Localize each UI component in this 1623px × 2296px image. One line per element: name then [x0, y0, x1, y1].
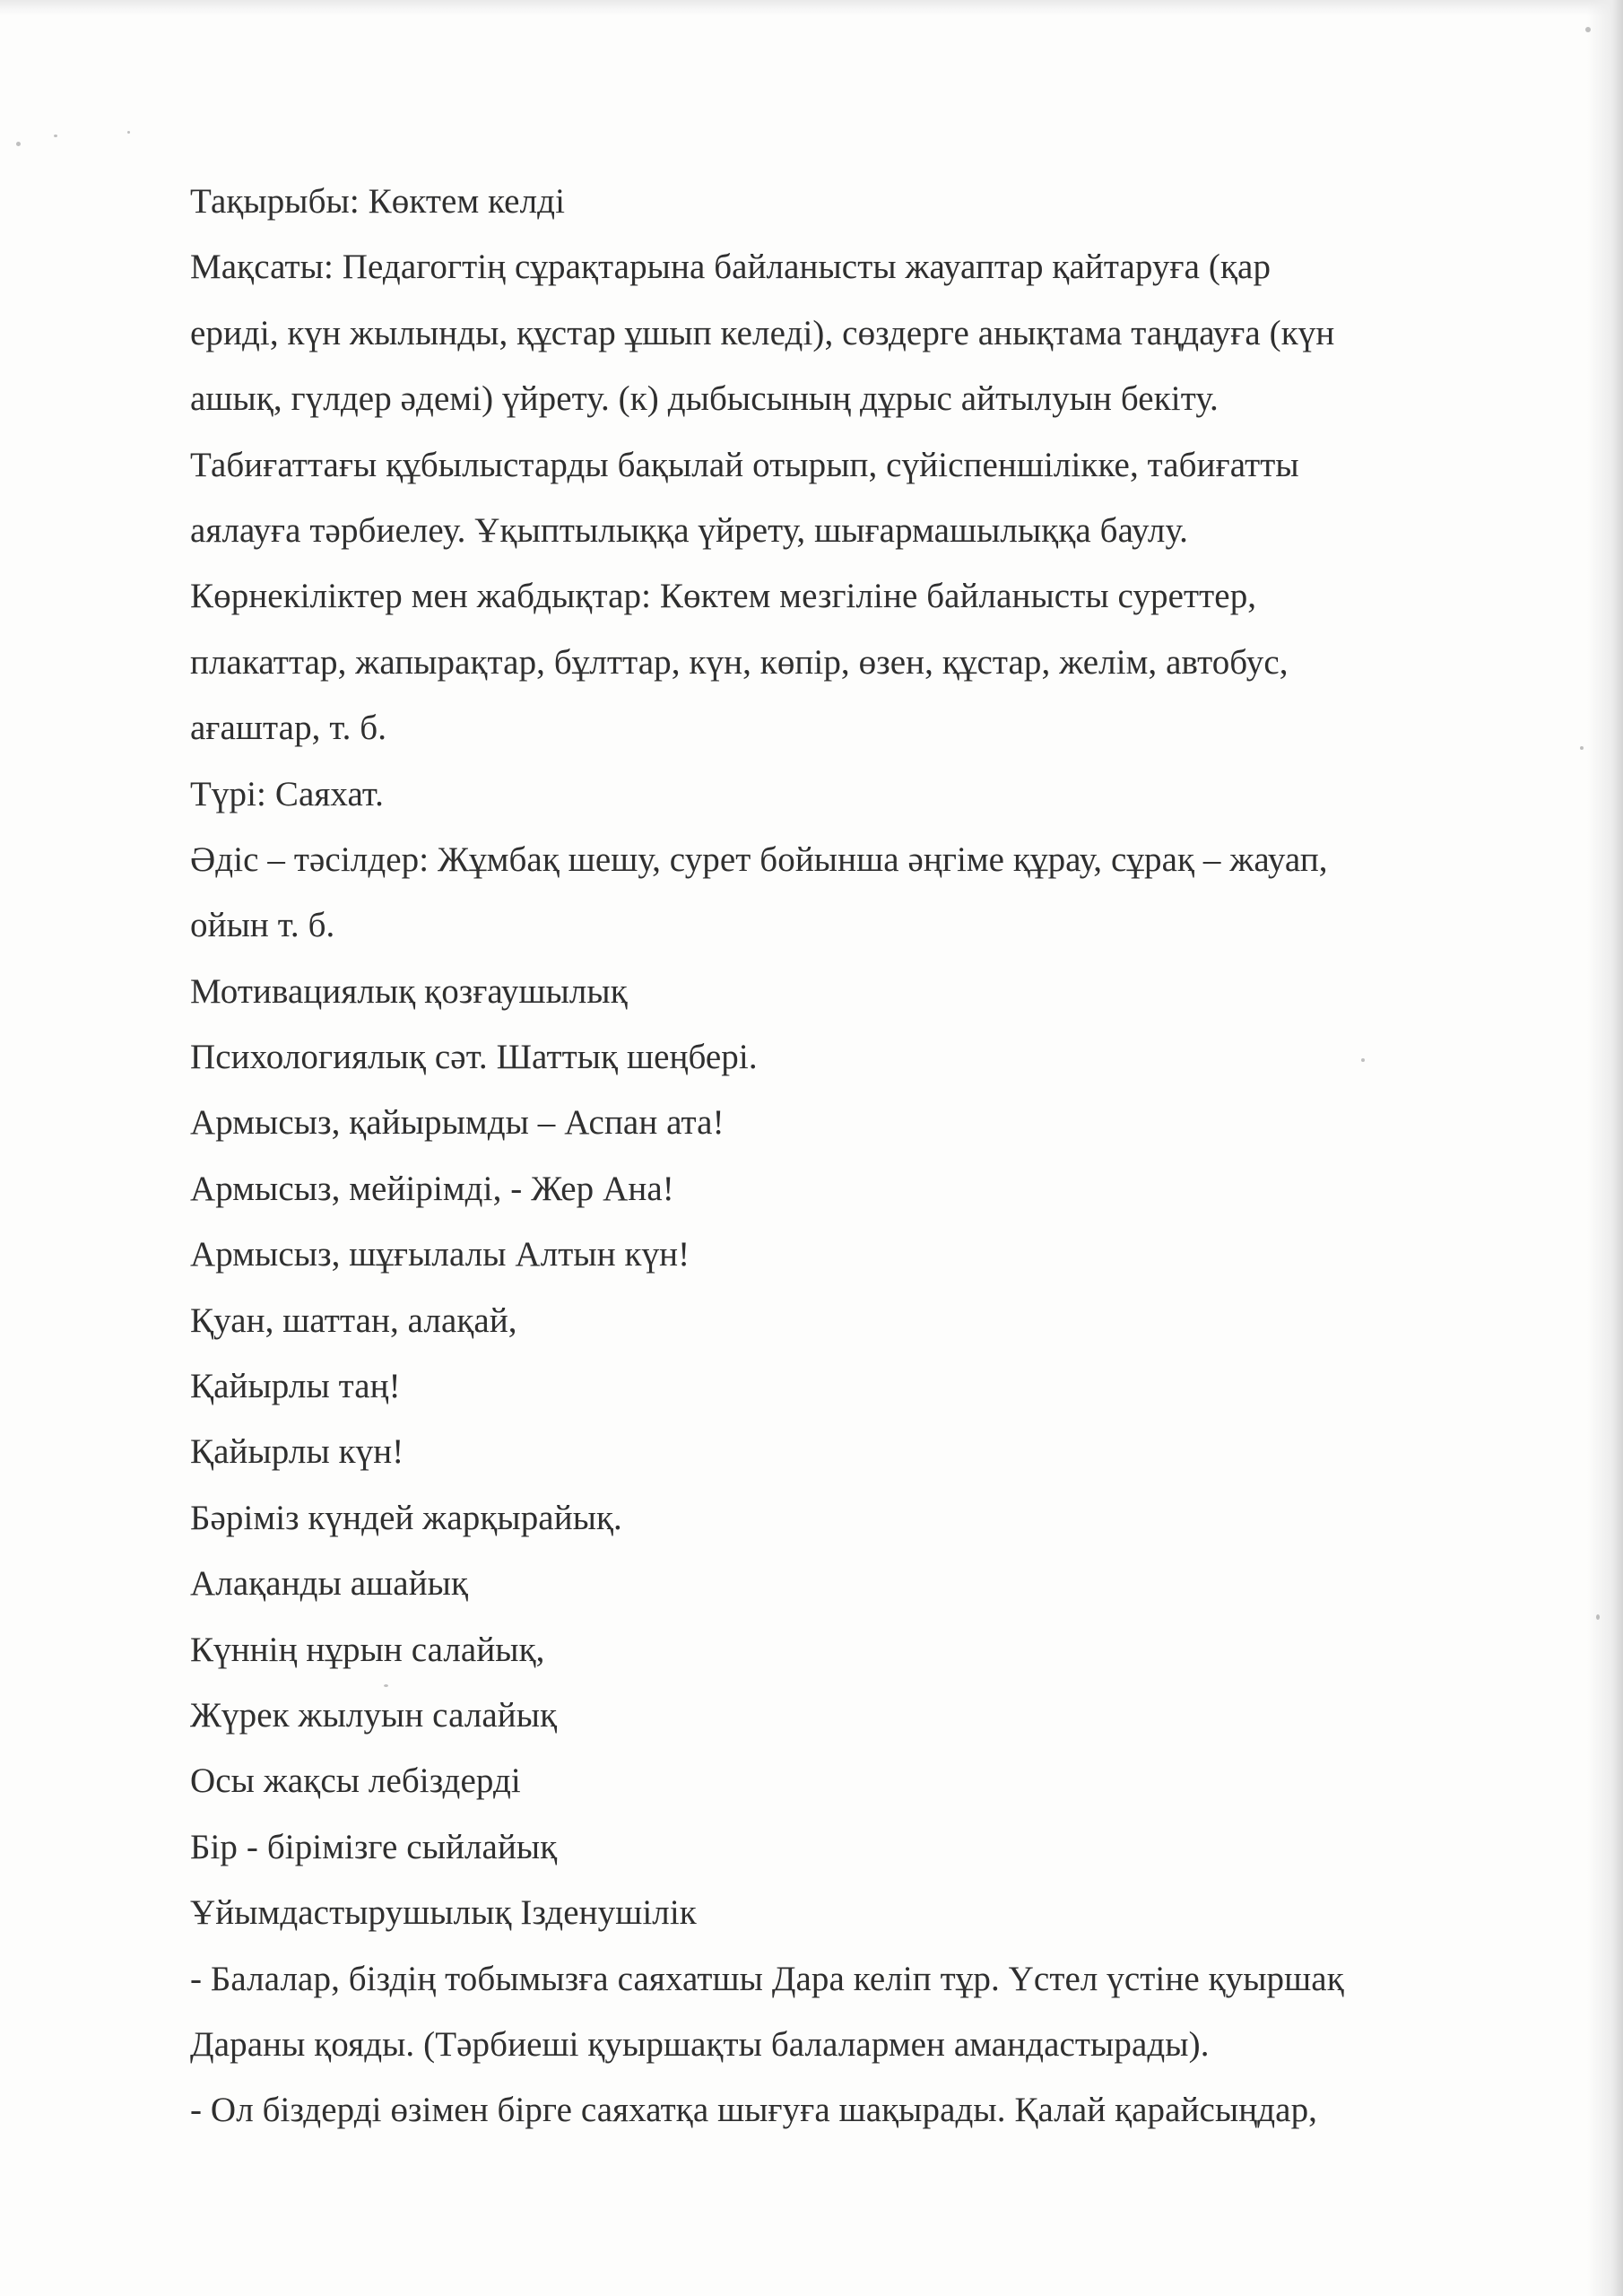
text-line: ериді, күн жылынды, құстар ұшып келеді), сөздерге анықтама таңдауға (күн: [190, 313, 1335, 352]
text-line: ойын т. б.: [190, 906, 335, 945]
text-line: Мотивациялық қозғаушылық: [190, 971, 628, 1011]
text-line: - Ол біздерді өзімен бірге саяхатқа шығуға шақырады. Қалай қарайсыңдар,: [190, 2091, 1318, 2130]
scan-speck: [127, 131, 130, 134]
scan-speck: [54, 135, 57, 137]
text-line: ашық, гүлдер әдемі) үйрету. (к) дыбысының дұрыс айтылуын бекіту.: [190, 379, 1219, 419]
text-line: - Балалар, біздің тобымызға саяхатшы Дара келіп тұр. Үстел үстіне қуыршақ: [190, 1959, 1344, 1998]
text-line: Осы жақсы лебіздерді: [190, 1761, 521, 1801]
scan-speck: [16, 142, 21, 146]
text-line: Армысыз, шұғылалы Алтын күн!: [190, 1235, 690, 1274]
text-line: Психологиялық сәт. Шаттық шеңбері.: [190, 1038, 758, 1077]
text-line: Қуан, шаттан, алақай,: [190, 1300, 517, 1340]
text-line: Қайырлы таң!: [190, 1367, 401, 1406]
text-line: Күннің нұрын салайық,: [190, 1630, 545, 1669]
document-body: [190, 169, 1481, 2144]
text-line: Түрі: Саяхат.: [190, 774, 384, 813]
text-line: Ұйымдастырушылық Ізденушілік: [190, 1893, 697, 1933]
page-top-edge-shadow: [0, 0, 1623, 16]
text-line: Табиғаттағы құбылыстарды бақылай отырып, сүйіспеншілікке, табиғатты: [190, 445, 1299, 484]
text-line: Әдіс – тәсілдер: Жұмбақ шешу, сурет бойынша әңгіме құрау, сұрақ – жауап,: [190, 839, 1328, 879]
scan-speck: [1585, 27, 1591, 32]
text-line: Көрнекіліктер мен жабдықтар: Көктем мезгіліне байланысты суреттер,: [190, 577, 1257, 616]
text-line: Дараны қояды. (Тәрбиеші қуыршақты балалармен амандастырады).: [190, 2024, 1210, 2064]
scan-speck: [1596, 1614, 1600, 1620]
text-line-topic: Тақырыбы: Көктем келді: [190, 182, 566, 221]
text-line: аялауға тәрбиелеу. Ұқыптылыққа үйрету, шығармашылыққа баулу.: [190, 510, 1189, 550]
text-line: Мақсаты: Педагогтің сұрақтарына байланысты жауаптар қайтаруға (қар: [190, 248, 1271, 287]
text-line: ағаштар, т. б.: [190, 709, 387, 748]
text-line: Қайырлы күн!: [190, 1432, 404, 1472]
scan-speck: [1580, 746, 1584, 750]
page-right-edge-shadow: [1587, 0, 1623, 2296]
text-line: Армысыз, мейірімді, - Жер Ана!: [190, 1169, 674, 1208]
text-line: Бәріміз күндей жарқырайық.: [190, 1498, 622, 1537]
text-line: Бір - бірімізге сыйлайық: [190, 1827, 558, 1866]
text-line: Армысыз, қайырымды – Аспан ата!: [190, 1103, 725, 1143]
text-line: плакаттар, жапырақтар, бұлттар, күн, көпір, өзен, құстар, желім, автобус,: [190, 642, 1289, 682]
text-line: Алақанды ашайық: [190, 1564, 469, 1604]
text-line: Жүрек жылуын салайық: [190, 1695, 558, 1735]
